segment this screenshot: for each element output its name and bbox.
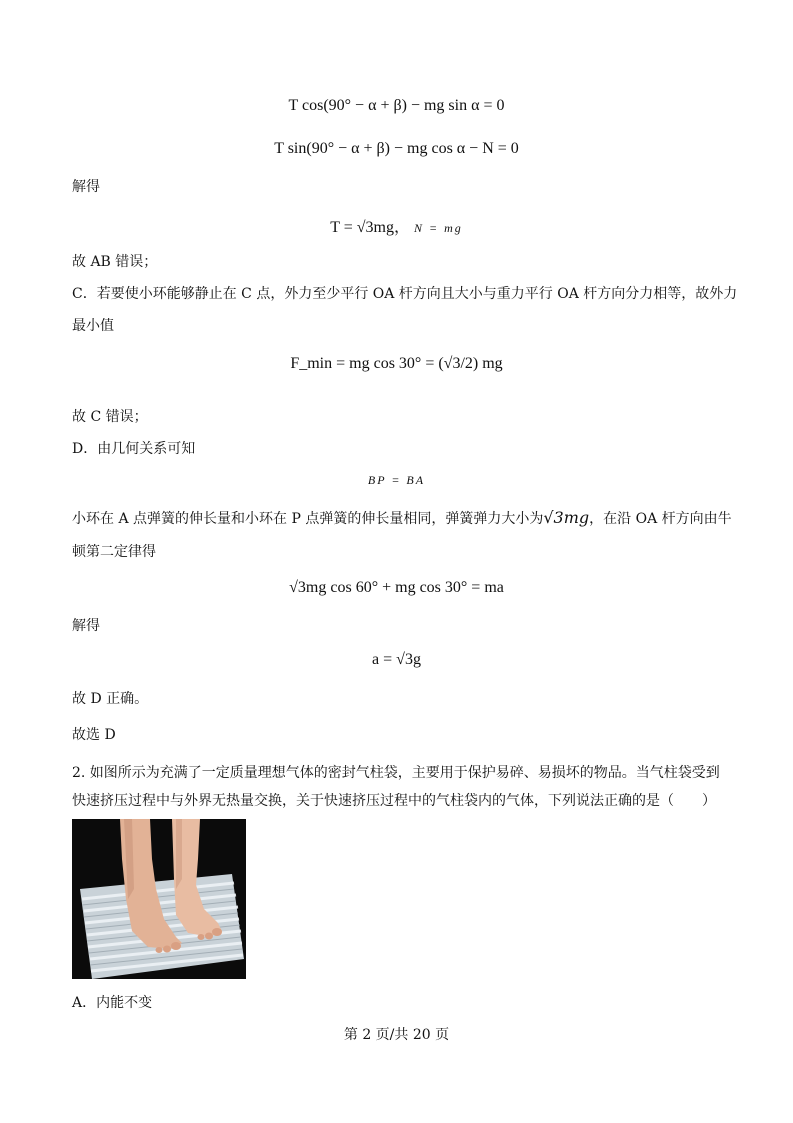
text-option-c-line1: C．若要使小环能够静止在 C 点，外力至少平行 OA 杆方向且大小与重力平行 OA 杆方向分力相等，故外力 bbox=[72, 286, 738, 302]
text-answer: 故选 D bbox=[72, 727, 116, 743]
text-option-c-line2: 最小值 bbox=[72, 318, 114, 334]
equation-1 bbox=[0, 97, 793, 115]
text-jiede-2: 解得 bbox=[72, 618, 100, 634]
text-question-2-line2: 快速挤压过程中与外界无热量交换，关于快速挤压过程中的气柱袋内的气体，下列说法正确的是（ ） bbox=[72, 793, 716, 809]
inline-force: √3mg bbox=[543, 508, 590, 527]
text-jiede-1: 解得 bbox=[72, 179, 100, 195]
text-c-wrong: 故 C 错误； bbox=[72, 409, 148, 425]
equation-3b-text: N = mg bbox=[413, 221, 463, 235]
text-option-d-line1: D．由几何关系可知 bbox=[72, 441, 196, 457]
air-column-bag-photo bbox=[72, 819, 246, 979]
equation-5 bbox=[0, 471, 793, 489]
equation-5-text: BP = BA bbox=[367, 473, 426, 487]
equation-1-text: T cos(90° − α + β) − mg sin α = 0 bbox=[288, 97, 505, 114]
equation-6 bbox=[0, 579, 793, 597]
equation-3a-text: T = √3mg， bbox=[330, 219, 410, 236]
text-option-a: A．内能不变 bbox=[72, 995, 153, 1011]
text-option-d-line2 bbox=[72, 508, 732, 529]
text-option-d-line2b: ，在沿 OA 杆方向由牛 bbox=[589, 511, 732, 527]
equation-4 bbox=[0, 355, 793, 373]
equation-7 bbox=[0, 651, 793, 669]
page-footer: 第 2 页/共 20 页 bbox=[343, 1027, 450, 1043]
equation-4-text: F_min = mg cos 30° = (√3/2) mg bbox=[290, 355, 503, 372]
equation-6-text: √3mg cos 60° + mg cos 30° = ma bbox=[289, 579, 504, 596]
text-option-d-line2a: 小环在 A 点弹簧的伸长量和小环在 P 点弹簧的伸长量相同，弹簧弹力大小为 bbox=[72, 511, 544, 527]
equation-2 bbox=[0, 140, 793, 158]
text-option-d-line3: 顿第二定律得 bbox=[72, 544, 156, 560]
text-d-correct: 故 D 正确。 bbox=[72, 691, 149, 707]
equation-7-text: a = √3g bbox=[372, 651, 421, 668]
text-ab-wrong: 故 AB 错误； bbox=[72, 254, 158, 270]
equation-3 bbox=[0, 214, 793, 237]
equation-2-text: T sin(90° − α + β) − mg cos α − N = 0 bbox=[274, 140, 519, 157]
text-question-2-line1: 2. 如图所示为充满了一定质量理想气体的密封气柱袋，主要用于保护易碎、易损坏的物品。当气柱袋受到 bbox=[72, 765, 720, 781]
